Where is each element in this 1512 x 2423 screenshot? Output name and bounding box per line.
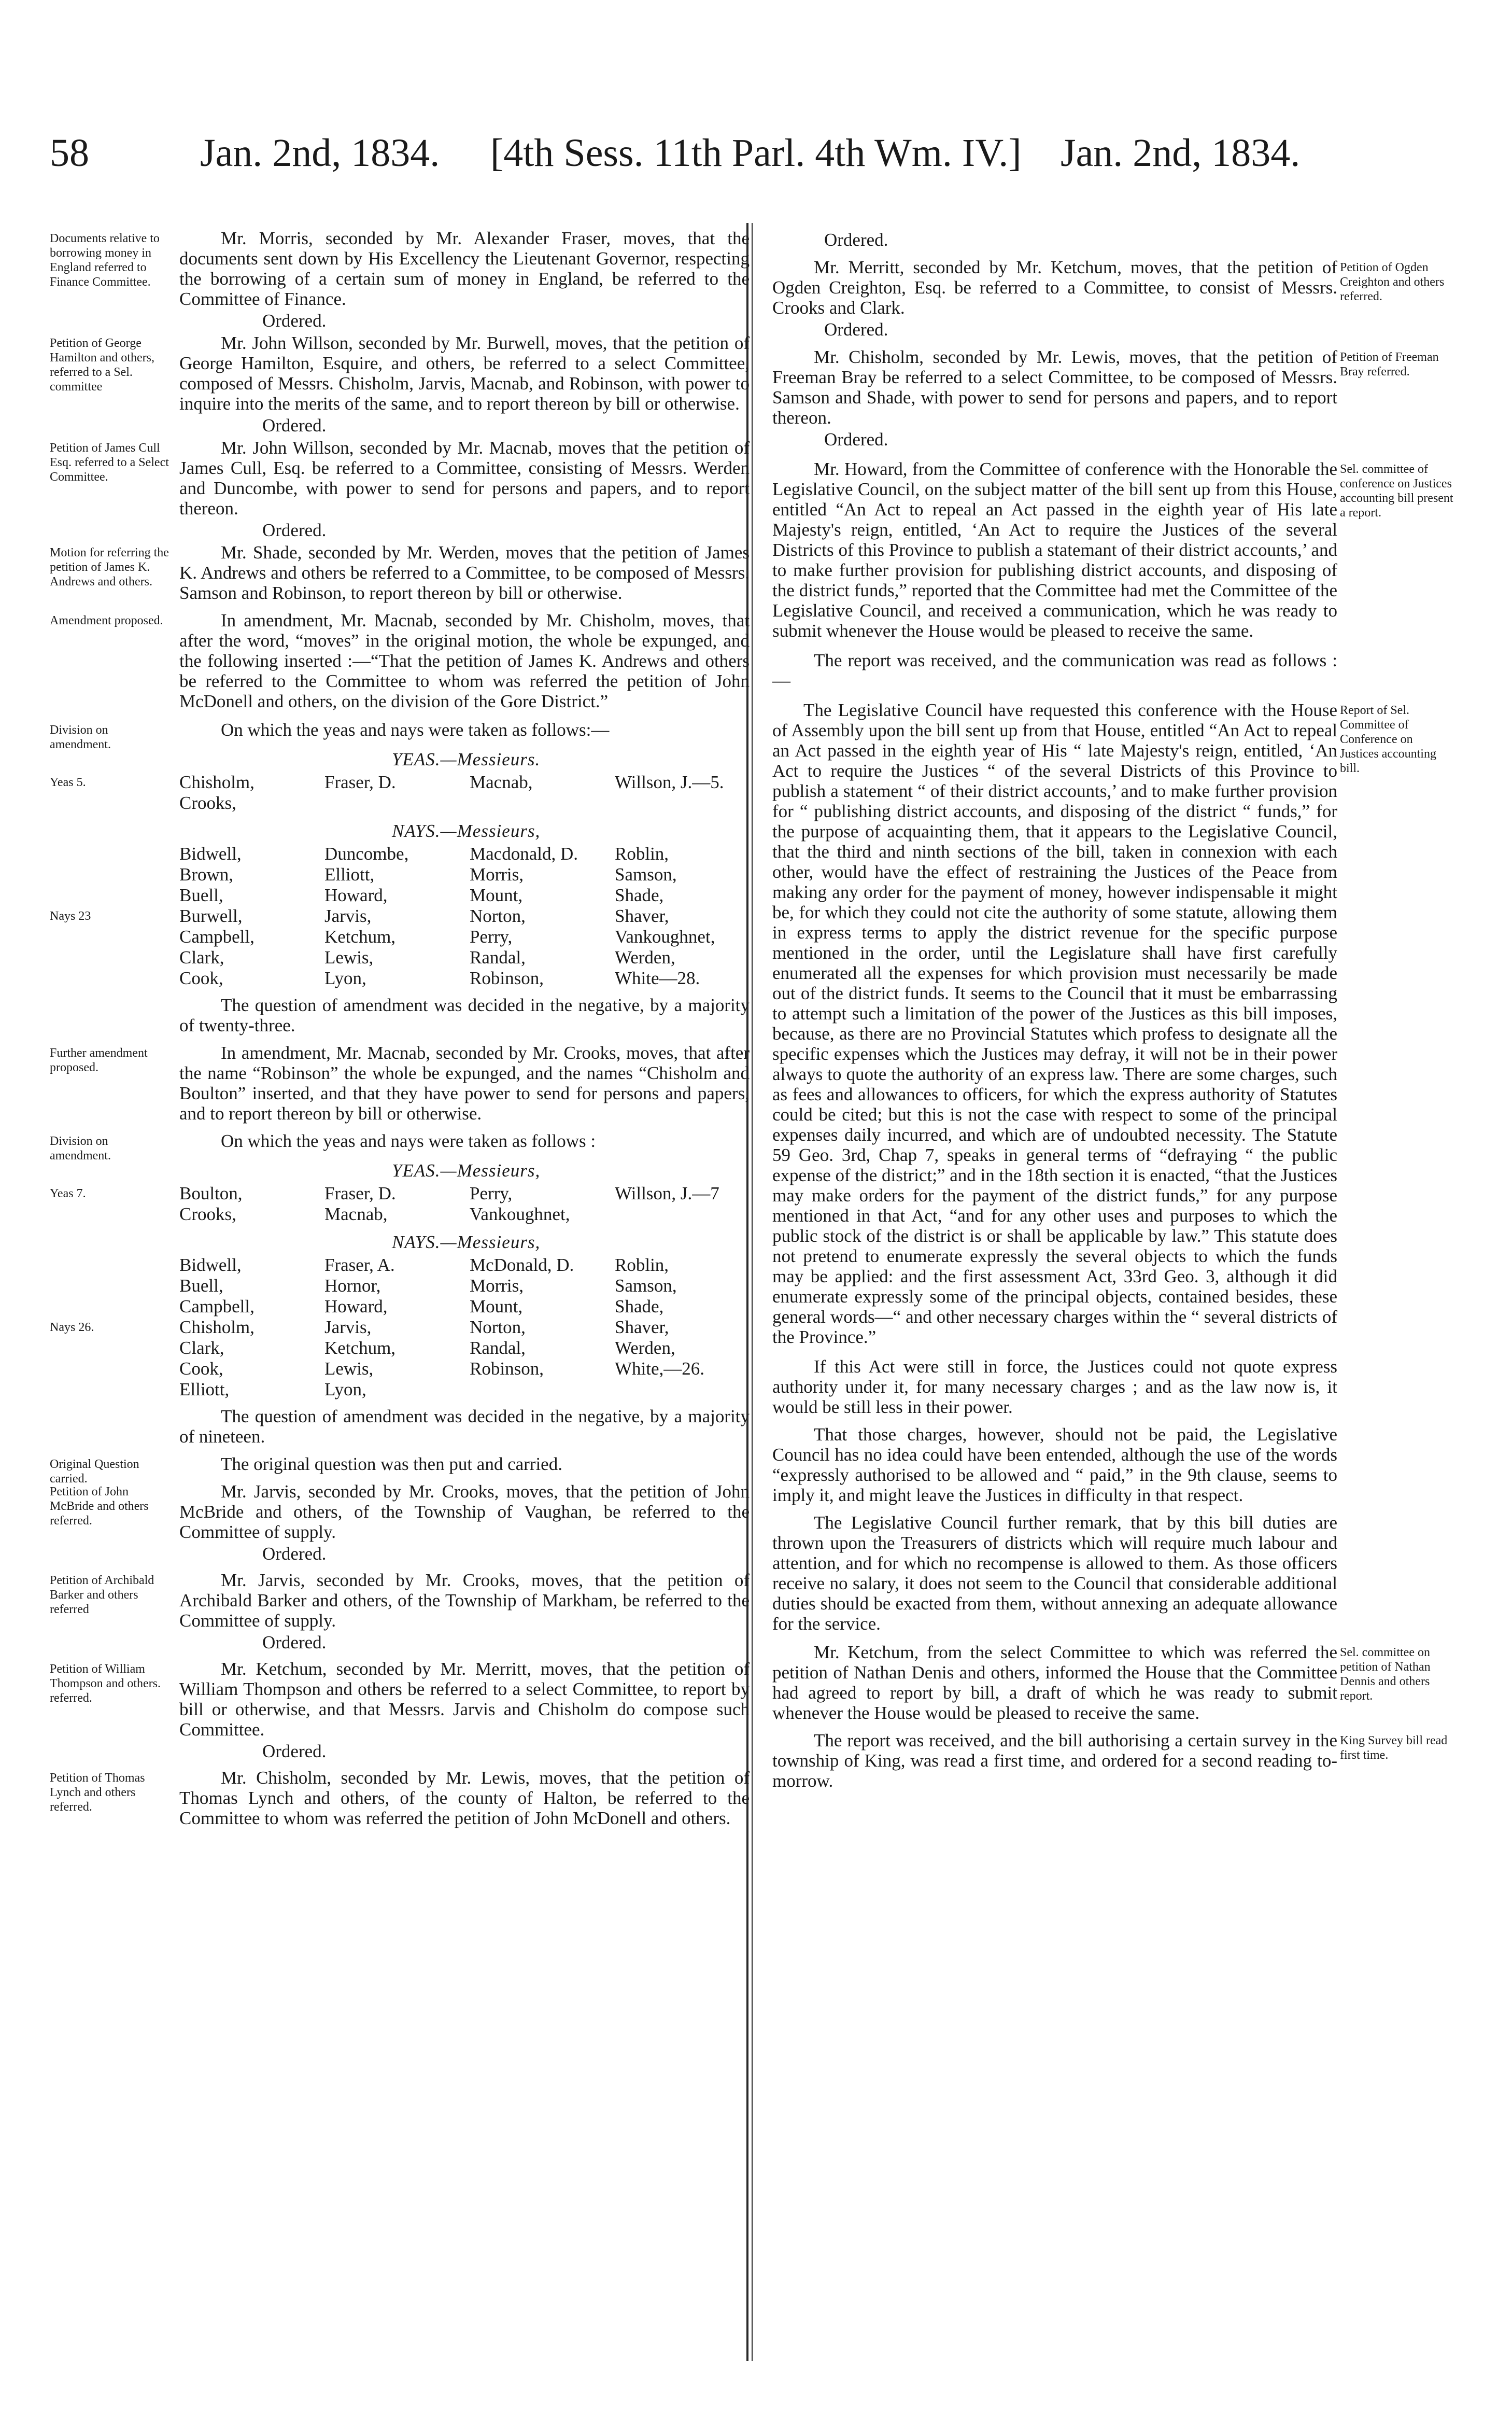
member-name: Elliott, [179,1379,230,1399]
communication-paragraph: If this Act were still in force, the Justices could not quote express authority under it, for many necessary charges ; and as the law now is, it would be still less in their power. [772,1356,1337,1417]
member-name: Mount, [470,885,523,905]
margin-note: Original Question carried. [50,1458,139,1486]
communication-paragraph: The Legislative Council further remark, that by this bill duties are thrown upon the Treasurers of districts which will require much labour and attention, and for which no recompense is allowed to them. As those officers receive no salary, it does not seem to the Council that considerable additional duties should be exacted from them, without annexing an adequate allowance for the service. [772,1512,1337,1634]
member-name: Lewis, [324,947,374,968]
margin-note: Nays 26. [50,1321,94,1334]
member-name: Perry, [470,927,513,947]
margin-note: Petition of Freeman Bray referred. [1340,351,1439,379]
margin-note: Petition of Thomas Lynch and others referred. [50,1771,145,1814]
entry-text: In amendment, Mr. Macnab, seconded by Mr. Crooks, moves, that after the name “Robinson” the whole be expunged, and the names “Chisholm and Boulton” inserted, and that they have power to send for persons and papers, and to report thereon by bill or otherwise. [179,1043,750,1124]
member-name: Shaver, [615,1317,669,1337]
member-name: Jarvis, [324,906,372,926]
entry-text: Mr. Shade, seconded by Mr. Werden, moves that the petition of James K. Andrews and others be referred to a Committee, to be composed of Messrs. Samson and Robinson, to report thereon by bill or otherwise. [179,542,750,603]
header-session: [4th Sess. 11th Parl. 4th Wm. IV.] [490,131,1022,175]
margin-note: Petition of William Thompson and others. referred. [50,1662,161,1705]
entry-text: Mr. Jarvis, seconded by Mr. Crooks, moves, that the petition of Archibald Barker and others, of the Township of Markham, be referred to the Committee of supply. [179,1570,750,1631]
member-name [615,1379,750,1400]
member-name: Cook, [179,1358,223,1379]
margin-note: Yeas 7. [50,1187,86,1200]
margin-note: Petition of Ogden Creighton and others referred. [1340,261,1445,303]
member-name: Lyon, [324,1379,366,1399]
entry-mcbride-petition [50,1481,757,1542]
member-name: Duncombe, [324,844,409,864]
page-number: 58 [50,131,89,175]
member-name: Ketchum, [324,1338,396,1358]
communication-text: The Legislative Council have requested this conference with the House of Assembly upon the bill sent up from that House, entitled “An Act to repeal an Act passed in the eighth year of His “ late Majesty's reign, entitled, ‘An Act to require the Justices “ of the several Districts of this Province to publish a statement “ of their district accounts,’ and to make further provision for “ publishing district accounts, and disposing of the district “ funds,” for the purpose of acquainting them, that it appears to the Legislative Council, that the third and ninth sections of the bill, taken in connexion with each other, would have the effect of restraining the Justices of the Peace from making any order for the payment of money, however indispensable it might be, for which they could not cite the authority of some statute, allowing them in express terms to apply the district revenue for the specific purpose mentioned in the order, until the Legislature shall have first carefully enumerated all the expenses for which provision must necessarily be made out of the district funds. It seems to the Council that it must be embarrassing to attempt such a limitation of the power of the Justices as this bill imposes, because, as there are no Provincial Statutes which profess to designate all the specific expenses which the Justices may defray, it will not be in their power always to quote the authority of an express law. There are some charges, such as fees and allowances to officers, for which the express authority of Statutes could be cited; but this is not the case with respect to some of the principal expenses daily incurred, and which are of undoubted necessity. The Statute 59 Geo. 3rd, Chap 7, speaks in general terms of “defraying “ the public expense of the district;” and in the 18th section it is enacted, “that the Justices may make orders for the payment of the district funds,” for any purpose mentioned in that Act, “and for any other uses and purposes to which the public stock of the district is or shall be applicable by law.” This statute does not pretend to enumerate expressly the several objects to which the funds may be applied: and the first assessment Act, 33rd Geo. 3, although it did enumerate expressly some of the principal objects, contained besides, these general words—“ and other necessary charges within the “ several districts of the Province.” [772,700,1337,1347]
member-name: Samson, [615,1276,677,1296]
entry-text: Mr. Chisholm, seconded by Mr. Lewis, moves, that the petition of Thomas Lynch and others, of the county of Halton, be referred to the Committee to whom was referred the petition of John McDonell and others. [179,1768,750,1828]
nays-list [179,844,750,989]
entry-text: On which the yeas and nays were taken as follows:— [221,720,610,740]
ordered-label: Ordered. [262,1741,327,1761]
entry-cull-petition [50,438,757,519]
member-name: Ketchum, [324,927,396,947]
member-name: Vankoughnet, [615,927,715,947]
report-received-text: The report was received, and the communication was read as follows :— [772,650,1337,691]
entry-amendment [50,610,757,711]
entry-documents-finance [50,228,757,309]
entry-text: Mr. John Willson, seconded by Mr. Burwell, moves, that the petition of George Hamilton, Esquire, and others, be referred to a select Committee, composed of Messrs. Chisholm, Jarvis, Macnab, and Robinson, with power to inquire into the merits of the same, and to report thereon by bill or otherwise. [179,333,750,414]
entry-text: Mr. Merritt, seconded by Mr. Ketchum, moves, that the petition of Ogden Creighton, Esq. be referred to a Committee, to consist of Messrs. Crooks and Clark. [772,257,1337,318]
member-name: Willson, J.—7 [615,1183,719,1203]
member-name: Macnab, [470,772,533,792]
member-name: White,—26. [615,1358,705,1379]
member-name: Willson, J.—5. [615,772,724,792]
yeas-list [179,772,750,814]
result-text: The question of amendment was decided in the negative, by a majority of twenty-three. [179,995,750,1035]
communication-paragraph: That those charges, however, should not be paid, the Legislative Council has no idea could have been entended, although the use of the words “expressly authorised to be allowed and “ paid,” in the 9th clause, seems to imply it, and might leave the Justices in difficulty in that respect. [772,1424,1337,1505]
member-name: Campbell, [179,1296,255,1316]
member-name: Bidwell, [179,844,242,864]
member-name: Burwell, [179,906,243,926]
member-name: Chisholm, [179,1317,255,1337]
member-name: Macdonald, D. [470,844,578,864]
member-name [324,793,470,814]
member-name: McDonald, D. [470,1255,574,1275]
page-header [50,124,1304,181]
member-name [470,1379,615,1400]
member-name: Howard, [324,1296,388,1316]
entry-text: Mr. Jarvis, seconded by Mr. Crooks, moves, that the petition of John McBride and others, of the Township of Vaughan, be referred to the Committee of supply. [179,1481,750,1542]
member-name: Elliott, [324,864,375,885]
nays-list [179,1255,750,1400]
entry-andrews-motion [50,542,757,603]
member-name: Fraser, A. [324,1255,395,1275]
margin-note: Sel. committee of conference on Justices accounting bill present a report. [1340,463,1453,520]
margin-note: Division on amendment. [50,723,111,751]
entry-council-communication [762,700,1508,1347]
member-name: Randal, [470,1338,526,1358]
member-name: Lyon, [324,968,366,988]
member-name: Clark, [179,1338,224,1358]
member-name: Campbell, [179,927,255,947]
member-name [615,793,750,814]
entry-text: In amendment, Mr. Macnab, seconded by Mr. Chisholm, moves, that after the word, “moves” in the original motion, the whole be expunged, and the following inserted :—“That the petition of James K. Andrews and others be referred to the Committee to whom was referred the petition of John McDonell and others, on the division of the Gore District.” [179,610,750,711]
margin-note: Nays 23 [50,909,91,923]
member-name: Jarvis, [324,1317,372,1337]
member-name: Perry, [470,1183,513,1203]
member-name: Norton, [470,906,526,926]
member-name: Boulton, [179,1183,243,1203]
ordered-label: Ordered. [262,520,327,540]
entry-division-2 [50,1131,757,1163]
margin-note: Division on amendment. [50,1135,111,1163]
margin-note: Petition of George Hamilton and others, referred to a Sel. committee [50,337,154,394]
member-name: Shade, [615,1296,664,1316]
entry-barker-petition [50,1570,757,1631]
left-column [50,228,757,1828]
member-name: Crooks, [179,793,236,813]
margin-note: Motion for referring the petition of James K. Andrews and others. [50,546,169,589]
result-text: The question of amendment was decided in the negative, by a majority of nineteen. [179,1406,750,1447]
entry-original-question [50,1454,757,1486]
member-name: Werden, [615,1338,675,1358]
entry-text: Mr. Chisholm, seconded by Mr. Lewis, moves, that the petition of Freeman Bray be referred to a select Committee, to be composed of Messrs. Samson and Shade, with power to send for persons and papers, and to report thereon. [772,347,1337,428]
ordered-label: Ordered. [262,1632,327,1652]
member-name: Bidwell, [179,1255,242,1275]
margin-note: Sel. committee on petition of Nathan Dennis and others report. [1340,1646,1431,1703]
yeas-block [50,1183,757,1225]
member-name: Robinson, [470,1358,544,1379]
margin-note: Amendment proposed. [50,614,163,627]
entry-lynch-petition [50,1768,757,1828]
nays-block [50,844,757,989]
entry-conference-report [762,459,1508,641]
yeas-heading: YEAS.—Messieurs, [392,1160,541,1181]
entry-text: Mr. Morris, seconded by Mr. Alexander Fraser, moves, that the documents sent down by His Excellency the Lieutenant Governor, respecting the borrowing of a certain sum of money in England, be referred to the Committee of Finance. [179,228,750,309]
ordered-label: Ordered. [824,230,888,250]
entry-text: The report was received, and the bill authorising a certain survey in the township of King, was read a first time, and ordered for a second reading to-morrow. [772,1730,1337,1791]
entry-thompson-petition [50,1659,757,1740]
entry-text: The original question was then put and carried. [221,1454,562,1474]
ordered-label: Ordered. [824,319,888,340]
entry-denis-petition-report [762,1642,1508,1723]
member-name: Brown, [179,864,234,885]
member-name: Morris, [470,864,524,885]
entry-text: Mr. Howard, from the Committee of conference with the Honorable the Legislative Council, on the subject matter of the bill sent up from this House, entitled “An Act to repeal an Act passed in the eighth year of His late Majesty's reign, entitled, ‘An Act to require the Justices of the several Districts of this Province to publish a statemant of their district accounts,’ and to make further provision for publishing district accounts, and disposing of the district funds,” reported that the Committee had met the Committee of the Legislative Council, and received a communication, which he was ready to submit whenever the House would be pleased to receive the same. [772,459,1337,641]
member-name: Howard, [324,885,388,905]
member-name: Norton, [470,1317,526,1337]
member-name: Macnab, [324,1204,388,1224]
nays-heading: NAYS.—Messieurs, [392,1232,541,1252]
entry-text: On which the yeas and nays were taken as follows : [221,1131,596,1151]
member-name: Samson, [615,864,677,885]
entry-king-survey-bill [762,1730,1508,1791]
yeas-block [50,772,757,814]
ordered-label: Ordered. [262,311,327,331]
margin-note: Petition of James Cull Esq. referred to a Select Committee. [50,441,169,484]
entry-division [50,720,757,751]
margin-note: Further amendment proposed. [50,1046,148,1074]
margin-note: Petition of John McBride and others referred. [50,1485,149,1528]
header-date-left: Jan. 2nd, 1834. [200,131,440,175]
margin-note: Documents relative to borrowing money in England referred to Finance Committee. [50,232,160,289]
margin-note: King Survey bill read first time. [1340,1734,1448,1762]
entry-text: Mr. Ketchum, from the select Committee to which was referred the petition of Nathan Denis and others, informed the House that the Committee had agreed to report by bill, a draft of which he was ready to submit whenever the House would be pleased to receive the same. [772,1642,1337,1723]
right-column [762,228,1508,1791]
member-name: Shade, [615,885,664,905]
nays-heading: NAYS.—Messieurs, [392,821,541,841]
member-name: Fraser, D. [324,1183,396,1203]
ordered-label: Ordered. [262,415,327,436]
member-name: Hornor, [324,1276,381,1296]
member-name: Cook, [179,968,223,988]
member-name [615,1204,750,1225]
margin-note: Petition of Archibald Barker and others referred [50,1574,154,1616]
member-name: Buell, [179,1276,223,1296]
entry-creighton-petition [762,257,1508,318]
yeas-list [179,1183,750,1225]
member-name: Fraser, D. [324,772,396,792]
margin-note: Yeas 5. [50,776,86,789]
member-name: Mount, [470,1296,523,1316]
member-name: Shaver, [615,906,669,926]
member-name: Clark, [179,947,224,968]
ordered-label: Ordered. [824,429,888,450]
ordered-label: Ordered. [262,1544,327,1564]
yeas-heading: YEAS.—Messieurs. [392,749,541,769]
entry-further-amendment [50,1043,757,1124]
nays-block [50,1255,757,1400]
member-name: Morris, [470,1276,524,1296]
member-name: Lewis, [324,1358,374,1379]
member-name: Vankoughnet, [470,1204,570,1224]
member-name: Werden, [615,947,675,968]
entry-hamilton-petition [50,333,757,414]
member-name: Crooks, [179,1204,236,1224]
member-name: Chisholm, [179,772,255,792]
entry-text: Mr. John Willson, seconded by Mr. Macnab, moves that the petition of James Cull, Esq. be referred to a Committee, consisting of Messrs. Werden and Duncombe, with power to send for persons and papers, and to report thereon. [179,438,750,519]
member-name: Randal, [470,947,526,968]
entry-bray-petition [762,347,1508,428]
member-name: Roblin, [615,1255,669,1275]
member-name: Roblin, [615,844,669,864]
member-name: White—28. [615,968,700,988]
member-name [470,793,615,814]
member-name: Robinson, [470,968,544,988]
member-name: Buell, [179,885,223,905]
margin-note: Report of Sel. Committee of Conference on Justices accounting bill. [1340,704,1436,775]
header-date-right: Jan. 2nd, 1834. [1061,131,1301,175]
entry-text: Mr. Ketchum, seconded by Mr. Merritt, moves, that the petition of William Thompson and others be referred to a select Committee, to report by bill or otherwise, and that Messrs. Jarvis and Chisholm do compose such Committee. [179,1659,750,1740]
